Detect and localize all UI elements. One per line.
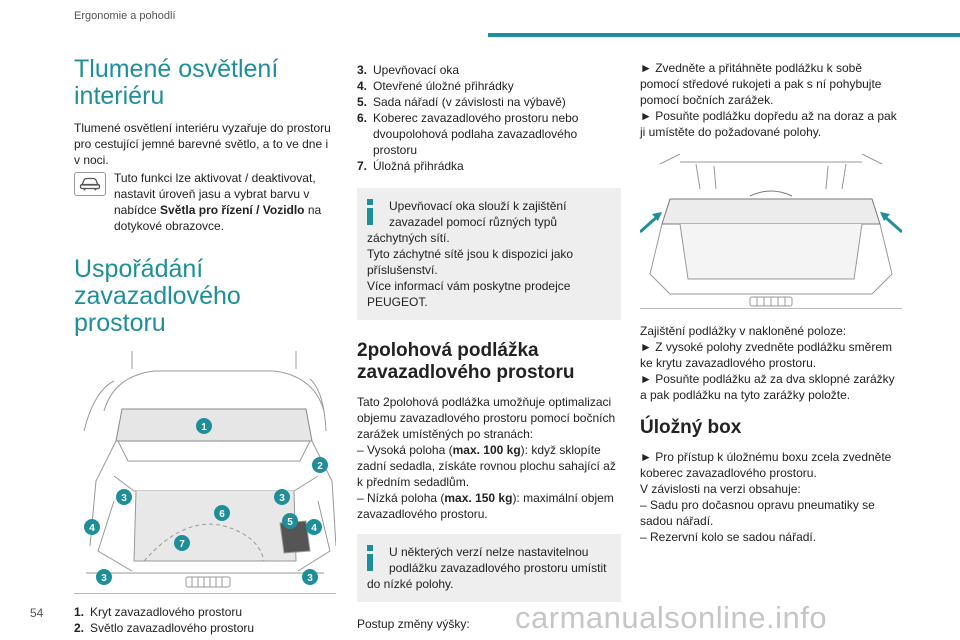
callout-6	[214, 505, 230, 521]
list-item: 4. Otevřené úložné přihrádky	[357, 79, 514, 93]
info-icon	[367, 199, 373, 225]
info-icon	[367, 545, 373, 571]
list-item: 6. Koberec zavazadlového prostoru nebo dvoupolohová podlaha zavazadlového prostoru	[357, 111, 579, 157]
info-text: záchytných sítí.	[367, 231, 450, 245]
list-item: 2. Světlo zavazadlového prostoru	[74, 621, 255, 635]
callout-5	[282, 513, 298, 529]
info-text: do nízké polohy.	[367, 577, 454, 591]
tilted-position-title: Zajištění podlážky v nakloněné poloze:	[640, 324, 847, 338]
storage-box-item-1: – Sadu pro dočasnou opravu pneumatiky se sadou nářadí.	[640, 498, 875, 528]
arrow-right-icon	[880, 212, 902, 232]
info-text: U některých verzí nelze nastavitelnou podlážku zavazadlového prostoru umístit	[389, 545, 607, 575]
boot-drawing	[74, 351, 336, 594]
heading-boot-layout: Uspořádání zavazadlového prostoru	[74, 255, 241, 337]
info-text: Tyto záchytné sítě jsou k dispozici jako příslušenství.	[367, 247, 574, 277]
callout-7	[174, 535, 190, 551]
info-text: Více informací vám poskytne prodejce PEUGEOT.	[367, 279, 571, 309]
arrow-left-icon	[640, 212, 662, 232]
callout-3-bottom-left	[96, 569, 112, 585]
floor-drawing	[640, 154, 902, 309]
heading-storage-box: Úložný box	[640, 417, 742, 438]
floor-high-position: – Vysoká poloha (max. 100 kg): když sklopíte zadní sedadla, získáte rovnou plochu sahající až k předním sedadlům.	[357, 443, 616, 489]
setting-text-end: na dotykové obrazovce.	[114, 203, 322, 233]
svg-text:3: 3	[279, 493, 285, 504]
column-2	[357, 62, 621, 632]
storage-box-access: ► Pro přístup k úložnému boxu zcela zvedněte koberec zavazadlového prostoru.	[640, 450, 892, 480]
list-item: 7. Úložná přihrádka	[357, 159, 464, 173]
callout-3-left	[116, 489, 132, 505]
callout-3-right	[274, 489, 290, 505]
floor-intro-text: Tato 2polohová podlážka umožňuje optimalizaci objemu zavazadlového prostoru pomocí bočních zarážek umístěných po stranách:	[357, 395, 616, 441]
page-number: 54	[30, 606, 44, 620]
callout-1	[196, 418, 212, 434]
boot-parts-list-2	[357, 62, 621, 174]
column-1	[74, 56, 336, 636]
svg-text:1: 1	[201, 422, 207, 433]
svg-text:5: 5	[287, 517, 293, 528]
list-item: 3. Upevňovací oka	[357, 63, 460, 77]
heading-two-position-floor: 2polohová podlážka zavazadlového prostoru	[357, 340, 575, 383]
car-icon	[74, 172, 106, 196]
callout-4-right	[306, 519, 322, 535]
floor-low-position: – Nízká poloha (max. 150 kg): maximální objem zavazadlového prostoru.	[357, 491, 614, 521]
step-raise-floor: ► Z vysoké polohy zvedněte podlážku směrem ke krytu zavazadlového prostoru.	[640, 340, 892, 370]
callout-2	[312, 457, 328, 473]
column-3	[640, 60, 904, 545]
ambient-lighting-text: Tlumené osvětlení interiéru vyzařuje do prostoru pro cestující jemné barevné světlo, a to ve dne i v noci.	[74, 121, 331, 167]
height-change-procedure: Postup změny výšky:	[357, 617, 470, 631]
storage-box-item-2: – Rezervní kolo se sadou nářadí.	[640, 530, 817, 544]
svg-text:4: 4	[311, 523, 317, 534]
step-lift-floor: ► Zvedněte a přitáhněte podlážku k sobě pomocí středové rukojeti a pak s ní pohybujte pomocí bočních zarážek.	[640, 61, 882, 107]
list-item: 5. Sada nářadí (v závislosti na výbavě)	[357, 95, 566, 109]
running-header: Ergonomie a pohodlí	[74, 10, 176, 22]
heading-ambient-lighting: Tlumené osvětlení interiéru	[74, 55, 279, 110]
svg-text:3: 3	[121, 493, 127, 504]
info-box-floor-version	[357, 534, 621, 602]
callout-3-bottom-right	[302, 569, 318, 585]
ambient-lighting-note	[74, 170, 336, 234]
ambient-lighting-setting-text	[114, 171, 321, 233]
setting-text-start: Tuto funkci lze aktivovat / deaktivovat, nastavit úroveň jasu a vybrat barvu v nabídce	[114, 171, 316, 217]
svg-text:2: 2	[317, 461, 323, 472]
storage-box-version: V závislosti na verzi obsahuje:	[640, 482, 801, 496]
svg-text:3: 3	[307, 573, 313, 584]
info-box-lashing-eyes	[357, 188, 621, 320]
boot-layout-illustration	[74, 351, 336, 594]
svg-text:7: 7	[179, 539, 185, 550]
svg-text:4: 4	[89, 523, 95, 534]
list-item: 1. Kryt zavazadlového prostoru	[74, 605, 243, 619]
svg-text:6: 6	[219, 509, 225, 520]
setting-menu-path: Světla pro řízení / Vozidlo	[160, 203, 305, 217]
step-place-floor: ► Posuňte podlážku až za dva sklopné zarážky a pak podlážku na tyto zarážky položte.	[640, 372, 895, 402]
svg-text:3: 3	[101, 573, 107, 584]
floor-illustration	[640, 154, 902, 309]
callout-4-left	[84, 519, 100, 535]
header-accent-bar	[488, 33, 960, 37]
boot-parts-list-1	[74, 604, 336, 636]
info-text: Upevňovací oka slouží k zajištění zavazadel pomocí různých typů	[389, 199, 567, 229]
step-slide-floor: ► Posuňte podlážku dopředu až na doraz a pak ji umístěte do požadované polohy.	[640, 109, 897, 139]
watermark: carmanualsonline.info	[515, 600, 828, 635]
